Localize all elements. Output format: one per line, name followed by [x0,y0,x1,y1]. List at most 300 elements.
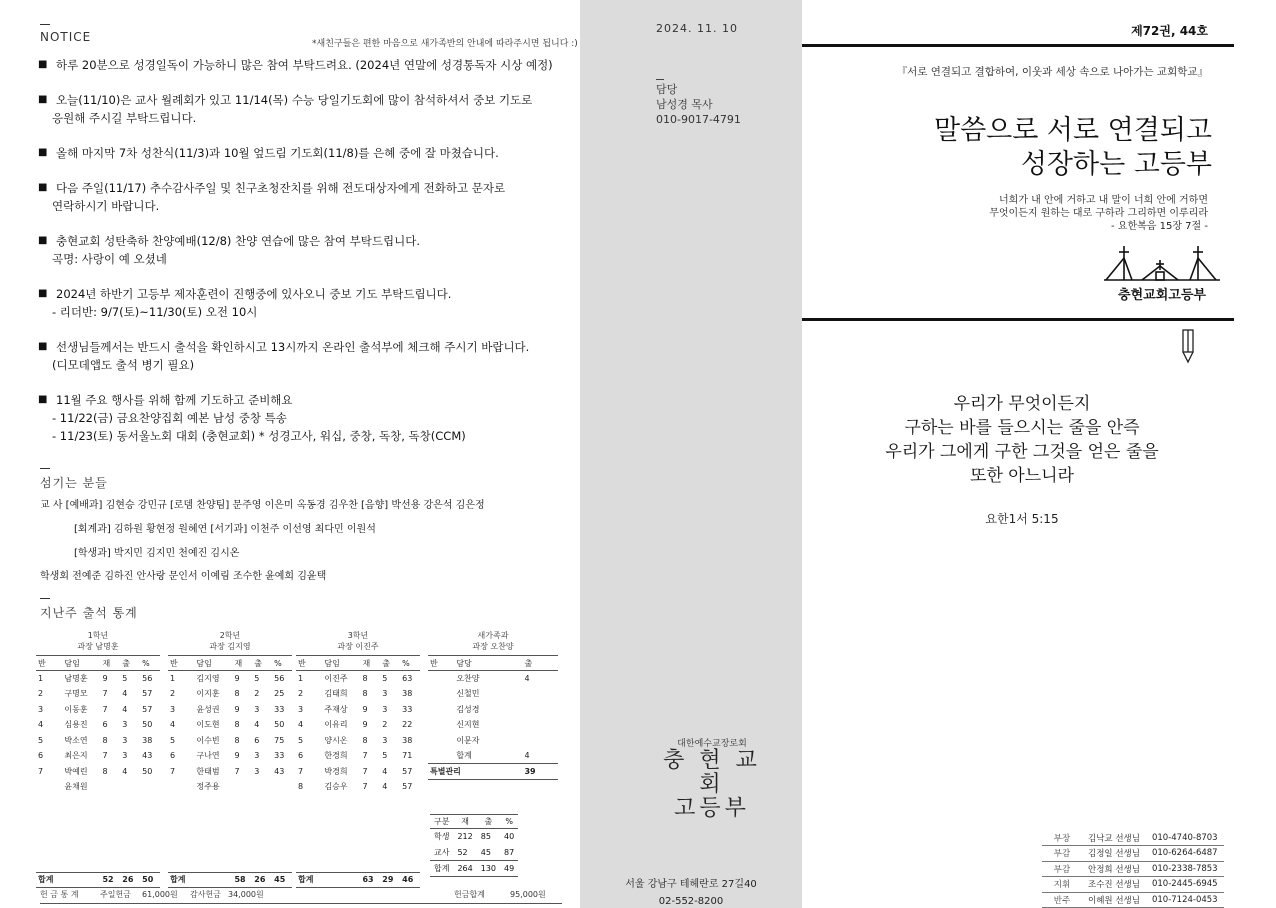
table-cell: 6 [38,751,44,761]
notice-item [38,232,578,268]
memory-verse-reference: 요한1서 5:15 [985,512,1059,526]
thanks-offering-label: 감사헌금 [190,890,221,899]
table-cell: 38 [402,689,413,699]
table-cell [36,779,62,795]
table-cell [168,779,194,795]
table-cell [428,686,454,702]
headline [934,114,1212,182]
special-care-label: 특별관리 [428,764,522,780]
table-cell [168,826,292,842]
table-cell: 4 [170,720,176,730]
offering-stats [40,886,562,904]
table-row [428,733,558,749]
table-cell: 40 [504,832,515,842]
contact-name: 남성경 목사 [656,98,713,111]
weekly-offering-value: 61,000원 [142,890,178,899]
table-cell: 57 [142,689,153,699]
table-cell: 1 [38,674,44,683]
table-cell: 5 [382,674,388,683]
table-cell: 22 [402,720,413,730]
column-header: 담임 [62,656,100,671]
church-name-line: 충 현 교 회 [663,748,761,797]
notice-text: 선생님들께서는 반드시 출석을 확인하시고 13시까지 온라인 출석부에 체크해 주시기 바랍니다. [56,340,530,354]
staff-role: 부감 [1042,861,1082,877]
empty-row [296,857,420,873]
notice-item [38,391,578,445]
table-row [428,671,558,687]
table-row [168,671,292,687]
table-cell: 1 [298,674,304,683]
empty-row [168,826,292,842]
memory-verse-line: 또한 아느니라 [970,466,1074,486]
table-row [296,779,420,795]
grade-label: 3학년 [347,631,369,640]
notice-item [38,56,578,74]
table-row [36,671,160,687]
table-cell: 4 [122,689,128,699]
notice-subtext: 응원해 주시길 부탁드립니다. [52,111,197,125]
table-cell: 25 [274,689,285,699]
table-cell [168,810,292,826]
table-cell: 4 [298,720,304,730]
empty-row [36,841,160,857]
table-cell: 김지영 [196,674,220,683]
staff-phone: 010-6264-6487 [1146,846,1224,862]
table-cell: 3 [382,704,388,714]
column-header: 출 [380,656,400,671]
headline-line-2: 성장하는 고등부 [1020,149,1212,180]
summary-table [430,814,518,877]
attendance-group [36,630,160,888]
bullet-icon: ■ [38,394,48,405]
table-cell: 3 [382,735,388,745]
empty-row [296,810,420,826]
empty-row [36,857,160,873]
table-cell: 6 [254,735,260,745]
table-cell [522,686,558,702]
column-header: 반 [36,656,62,671]
table-cell: 이진주 [324,674,348,683]
total-cell: 58 [232,872,252,888]
table-cell: 57 [402,766,413,776]
attendance-table [296,655,420,888]
table-cell: 김태희 [324,689,348,699]
bulletin-date: 2024. 11. 10 [656,22,738,35]
verse-line-2: 무엇이든지 원하는 대로 구하라 그리하면 이루리라 [989,208,1208,219]
empty-row [296,841,420,857]
total-cell: 합계 [168,872,194,888]
column-header: 구분 [430,815,453,829]
column-header: 반 [296,656,322,671]
table-cell: 56 [142,674,153,683]
department-name-line: 고등부 [674,796,750,821]
table-cell: 구나연 [196,751,220,761]
attendance-group [296,630,420,888]
table-cell: 8 [102,735,108,745]
table-cell: 43 [274,766,285,776]
column-header: 재 [453,815,476,829]
memory-verse-line: 우리가 무엇이든지 [953,394,1091,414]
table-cell: 신지현 [456,720,480,730]
table-cell: 7 [234,766,240,776]
table-cell: 이유리 [324,720,348,730]
table-cell: 한경희 [324,751,348,761]
table-cell [140,779,160,795]
notice-title: NOTICE [40,30,92,44]
total-cell: 52 [100,872,120,888]
table-row [428,702,558,718]
total-cell: 합계 [36,872,62,888]
empty-row [36,826,160,842]
column-header: 담당 [454,656,522,671]
student-council-row: 학생회 전예준 김하진 안사랑 문인서 이예림 조수한 윤예희 김윤택 [40,571,327,582]
column-header: 반 [428,656,454,671]
attendance-title: 지난주 출석 통계 [40,606,138,620]
table-header-row [296,656,420,671]
table-row [168,779,292,795]
table-row [296,764,420,780]
special-care-row [428,764,558,780]
table-row [168,764,292,780]
table-cell [232,779,252,795]
table-cell: 박소연 [64,735,88,745]
table-cell: 4 [524,751,530,760]
total-cell: 264 [453,861,476,877]
table-cell [522,702,558,718]
table-cell: 남명훈 [64,674,88,683]
total-cell: 130 [477,861,500,877]
table-cell: 4 [382,782,388,792]
column-header: 재 [360,656,380,671]
table-cell: 4 [122,704,128,714]
staff-row [1042,892,1224,908]
column-header: % [400,656,420,671]
table-cell: 신철민 [456,689,480,699]
table-cell: 합계 [456,751,472,760]
notice-text: 오늘(11/10)은 교사 월례회가 있고 11/14(목) 수능 당일기도회에 많이 참석하셔서 중보 기도로 [56,93,533,107]
grade-label: 1학년 [87,631,109,640]
table-cell [36,795,160,811]
notice-panel [0,0,580,908]
table-cell: 57 [402,782,413,792]
table-row [430,829,518,845]
table-cell: 212 [457,832,473,842]
table-cell [120,779,140,795]
table-cell [428,733,454,749]
bullet-icon: ■ [38,288,48,299]
table-cell: 63 [402,674,413,683]
table-cell: 3 [122,735,128,745]
verse-reference: - 요한복음 15장 7절 - [1111,221,1208,232]
table-cell: 7 [102,704,108,714]
staff-row [1042,877,1224,893]
table-cell: 4 [382,766,388,776]
table-row [168,733,292,749]
table-row [430,845,518,861]
table-row [36,686,160,702]
staff-directory [1042,830,1224,908]
notice-list [38,56,578,445]
table-cell [296,826,420,842]
weekly-offering-label: 주일헌금 [100,890,131,899]
attendance-group [168,630,292,888]
staff-role: 부감 [1042,846,1082,862]
table-cell: 3 [254,766,260,776]
table-row [36,748,160,764]
table-row [36,764,160,780]
table-row [296,717,420,733]
table-cell: 최은지 [64,751,88,761]
table-cell [522,717,558,733]
table-cell [36,841,160,857]
table-cell: 33 [402,704,413,714]
table-cell [428,748,454,764]
table-cell: 이도현 [196,720,220,730]
table-cell: 8 [298,782,304,792]
table-cell: 38 [402,735,413,745]
staff-name: 김낙교 선생님 [1082,830,1146,846]
table-cell: 9 [234,751,240,761]
table-header-row [36,656,160,671]
pencil-icon [1180,328,1196,364]
top-rule [802,44,1234,47]
total-cell: 50 [140,872,160,888]
table-cell: 8 [234,720,240,730]
column-header: 재 [100,656,120,671]
table-cell [428,671,454,687]
attendance-summary [430,814,518,877]
staff-phone: 010-7124-0453 [1146,892,1224,908]
grade-head: 과장 오찬양 [472,642,514,651]
table-cell: 1 [170,674,176,683]
table-cell: 교사 [434,847,450,857]
staff-phone: 010-4740-8703 [1146,830,1224,846]
empty-row [168,810,292,826]
bullet-icon: ■ [38,182,48,193]
bullet-icon: ■ [38,341,48,352]
table-cell: 50 [142,720,153,730]
staff-phone: 010-2445-6945 [1146,877,1224,893]
column-header: 출 [120,656,140,671]
table-cell: 2 [254,689,260,699]
table-row [296,702,420,718]
table-cell: 43 [142,751,153,761]
table-row [428,717,558,733]
table-cell: 5 [170,735,176,745]
table-cell: 75 [274,735,285,745]
notice-subtext: - 11/22(금) 금요찬양집회 예본 남성 중창 특송 [52,411,287,425]
table-cell [36,826,160,842]
table-cell: 윤채원 [64,782,88,792]
column-header: 출 [252,656,272,671]
grade-head: 과장 이진주 [337,642,379,651]
table-cell [36,857,160,873]
table-cell: 38 [142,735,153,745]
table-cell: 50 [274,720,285,730]
table-cell: 주재상 [324,704,348,714]
empty-row [296,826,420,842]
staff-row [1042,861,1224,877]
servers-row: [회계과] 김하원 황현정 원혜연 [서기과] 이천주 이선영 최다민 이원석 [74,524,376,535]
table-cell: 6 [102,720,108,730]
contact-phone: 010-9017-4791 [656,113,741,126]
column-header: 출 [477,815,500,829]
total-cell: 63 [360,872,380,888]
notice-subtext: (디모데앱도 출석 병기 필요) [52,358,195,372]
total-cell: 46 [400,872,420,888]
headline-line-1: 말씀으로 서로 연결되고 [934,115,1212,146]
staff-name: 김정일 선생님 [1082,846,1146,862]
table-cell: 6 [298,751,304,761]
bullet-icon: ■ [38,147,48,158]
table-header-row [428,656,558,671]
table-cell: 33 [274,751,285,761]
table-cell: 50 [142,766,153,776]
notice-subtext: 연락하시기 바랍니다. [52,199,160,213]
table-cell [428,702,454,718]
grade-label: 2학년 [219,631,241,640]
table-cell [100,779,120,795]
table-cell: 김승우 [324,782,348,792]
empty-row [168,857,292,873]
table-cell: 이지훈 [196,689,220,699]
table-cell: 7 [362,751,368,761]
slogan: 『서로 연결되고 결합하여, 이웃과 세상 속으로 나아가는 교회학교』 [896,66,1208,78]
table-cell: 2 [38,689,44,699]
table-cell [296,857,420,873]
notice-text: 11월 주요 행사를 위해 함께 기도하고 준비해요 [56,393,293,407]
table-cell: 5 [254,674,260,683]
table-cell: 9 [362,720,368,730]
table-header-row [168,656,292,671]
table-cell: 7 [102,689,108,699]
thanks-offering-value: 34,000원 [228,890,264,899]
notice-text: 충현교회 성탄축하 찬양예배(12/8) 찬양 연습에 많은 참여 부탁드립니다. [56,234,420,248]
table-cell: 4 [38,720,44,730]
bullet-icon: ■ [38,94,48,105]
table-row [296,748,420,764]
memory-verse-line: 우리가 그에게 구한 그것을 얻은 줄을 [885,442,1159,462]
issue-number: 제72권, 44호 [1131,24,1208,38]
column-header: 반 [168,656,194,671]
denomination-label: 대한예수교장로회 [677,739,747,749]
column-header: 재 [232,656,252,671]
notice-item [38,179,578,215]
total-cell: 45 [272,872,292,888]
table-cell [296,841,420,857]
table-row [168,702,292,718]
bullet-icon: ■ [38,235,48,246]
church-stamp-logo [652,736,772,821]
table-cell: 3 [298,704,304,714]
notice-subtext: - 리더반: 9/7(토)~11/30(토) 오전 10시 [52,305,258,319]
table-cell [168,857,292,873]
servers-title: 섬기는 분들 [40,476,108,490]
staff-role: 반주 [1042,892,1082,908]
empty-row [296,795,420,811]
table-row [36,702,160,718]
grade-head: 과장 김지영 [209,642,251,651]
table-cell: 8 [234,735,240,745]
table-cell: 이동훈 [64,704,88,714]
table-cell: 6 [170,751,176,761]
table-cell: 9 [234,674,240,683]
table-cell: 9 [102,674,108,683]
table-row [36,717,160,733]
table-cell: 56 [274,674,285,683]
servers-row: 교 사 [예배과] 김현승 강민규 [로뎀 찬양팀] 문주영 이은미 옥동경 김우찬 [음향] 박선용 강은석 김은정 [40,500,485,511]
table-cell: 87 [504,847,515,857]
table-cell [168,841,292,857]
total-row [430,861,518,877]
staff-row [1042,830,1224,846]
table-cell: 9 [362,704,368,714]
notice-item [38,338,578,374]
total-cell: 26 [120,872,140,888]
table-row [168,748,292,764]
table-row [36,779,160,795]
table-cell: 양시온 [324,735,348,745]
table-cell: 7 [362,782,368,792]
notice-item [38,285,578,321]
table-cell: 한태범 [196,766,220,776]
table-cell: 3 [122,720,128,730]
total-cell: 49 [500,861,518,877]
notice-text: 하루 20분으로 성경일독이 가능하니 많은 참여 부탁드려요. (2024년 연말에 성경통독자 시상 예정) [56,58,553,72]
table-cell: 김성경 [456,704,480,714]
grade-label: 새가족과 [477,631,509,640]
special-care-value: 39 [522,764,558,780]
table-row [168,686,292,702]
column-header: % [140,656,160,671]
table-cell: 이문자 [456,735,480,745]
table-cell: 8 [362,735,368,745]
empty-row [168,841,292,857]
total-cell: 합계 [430,861,453,877]
address-text: 서울 강남구 테헤란로 27길40 [625,879,757,890]
table-cell: 7 [362,766,368,776]
table-cell: 2 [298,689,304,699]
table-cell: 2 [382,720,388,730]
table-cell: 심용진 [64,720,88,730]
table-cell: 3 [38,704,44,714]
table-row [36,733,160,749]
notice-text: 2024년 하반기 고등부 제자훈련이 진행중에 있사오니 중보 기도 부탁드립니다. [56,287,452,301]
table-cell: 5 [382,751,388,761]
table-cell: 3 [382,689,388,699]
notice-text: 올해 마지막 7차 성찬식(11/3)과 10월 엎드림 기도회(11/8)를 은혜 중에 잘 마쳤습니다. [56,146,499,160]
table-cell: 7 [170,766,176,776]
notice-item [38,144,578,162]
attendance-table [428,655,558,780]
staff-role: 부장 [1042,830,1082,846]
table-cell: 오찬양 [456,674,480,683]
table-cell: 8 [234,689,240,699]
attendance-table [36,655,160,888]
table-cell [296,795,420,811]
table-cell [272,779,292,795]
total-offering-value: 95,000원 [510,890,546,899]
staff-row [1042,846,1224,862]
table-cell: 3 [254,751,260,761]
total-cell: 합계 [296,872,322,888]
staff-phone: 010-2338-7853 [1146,861,1224,877]
table-cell: 5 [122,674,128,683]
table-cell: 구명모 [64,689,88,699]
table-cell: 박경희 [324,766,348,776]
notice-subtext: - 11/23(토) 동서울노회 대회 (충현교회) * 성경고사, 워십, 중창, 독창, 독창(CCM) [52,429,466,443]
table-cell: 박예린 [64,766,88,776]
